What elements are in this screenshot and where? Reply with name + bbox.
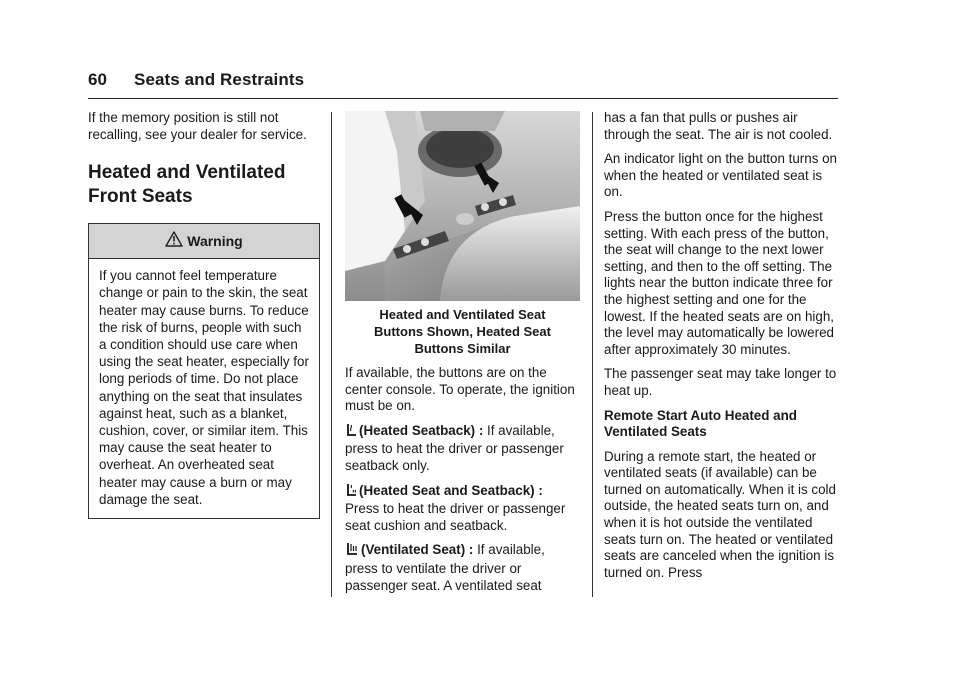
heading-line-2: Front Seats xyxy=(88,186,193,208)
photo-caption xyxy=(345,306,580,357)
console-buttons-photo xyxy=(345,111,580,301)
remote-start-text: During a remote start, the heated or ventilated seats (if available) can be turned on automatically. When it is cold outside, the heated seats turn on, and when it is hot outside the ventilated seats turn on. The heated or ventilated seats are canceled when the ignition is turned on. Press xyxy=(604,448,836,580)
warning-title: Warning xyxy=(187,233,243,250)
remote-start-subheading: Remote Start Auto Heated and Ventilated Seats xyxy=(604,407,797,440)
caption-line-2: Buttons Shown, Heated Seat xyxy=(374,324,551,339)
heated-seat-label: (Heated Seat and Seatback) : xyxy=(359,482,543,498)
ventilated-seat-text: If available, press to ventilate the driver or passenger seat. A ventilated seat xyxy=(345,542,545,593)
ventilated-seat-label: (Ventilated Seat) : xyxy=(361,542,474,558)
passenger-text: The passenger seat may take longer to heat up. xyxy=(604,366,837,398)
warning-text: If you cannot feel temperature change or pain to the skin, the seat heater may cause burns. To reduce the risk of burns, people with such a condition should use care when using the seat heater, especially for long periods of time. Do not place anything on the seat that insulates against heat, such as a blanket, cushion, cover, or similar item. This may cause the seat heater to overheat. An overheated seat heater may cause a burn or may damage the seat. xyxy=(99,268,309,507)
heated-seatback-icon xyxy=(345,423,357,442)
column-1 xyxy=(88,110,320,519)
heated-seat-text: Press to heat the driver or passenger seat cushion and seatback. xyxy=(345,501,566,533)
page-header xyxy=(88,70,838,90)
heated-seatback-label: (Heated Seatback) : xyxy=(359,422,484,438)
heated-seatback-item xyxy=(345,423,580,475)
ventilated-seat-icon xyxy=(345,542,359,561)
indicator-text: An indicator light on the button turns on when the heated or ventilated seat is on. xyxy=(604,151,838,200)
warning-triangle-icon xyxy=(165,225,183,259)
column-divider-2 xyxy=(592,112,593,597)
column-2 xyxy=(345,111,580,602)
heading-line-1: Heated and Ventilated xyxy=(88,162,286,184)
heated-seat-item xyxy=(345,483,580,535)
heated-seat-and-seatback-icon xyxy=(345,483,357,502)
fan-text: has a fan that pulls or pushes air through the seat. The air is not cooled. xyxy=(604,110,833,142)
column-3 xyxy=(604,110,840,589)
warning-box xyxy=(88,223,320,519)
column-divider-1 xyxy=(331,112,332,597)
section-heading xyxy=(88,161,320,209)
page-number: 60 xyxy=(88,70,108,89)
heated-seatback-text: If available, press to heat the driver or passenger seatback only. xyxy=(345,422,564,473)
memory-note: If the memory position is still not recalling, see your dealer for service. xyxy=(88,110,307,142)
caption-line-3: Buttons Similar xyxy=(414,341,511,356)
warning-header xyxy=(89,224,319,259)
section-title: Seats and Restraints xyxy=(134,70,305,89)
settings-text: Press the button once for the highest setting. With each press of the button, the seat will change to the next lower setting, and then to the off setting. The lights near the button indicate three for the highest setting and one for the lowest. If the heated seats are on high, the level may automatically be lowered after approximately 30 minutes. xyxy=(604,208,835,357)
header-divider xyxy=(88,98,838,99)
ventilated-seat-item xyxy=(345,542,580,594)
console-location-text: If available, the buttons are on the center console. To operate, the ignition must be on. xyxy=(345,365,575,414)
caption-line-1: Heated and Ventilated Seat xyxy=(379,307,546,322)
